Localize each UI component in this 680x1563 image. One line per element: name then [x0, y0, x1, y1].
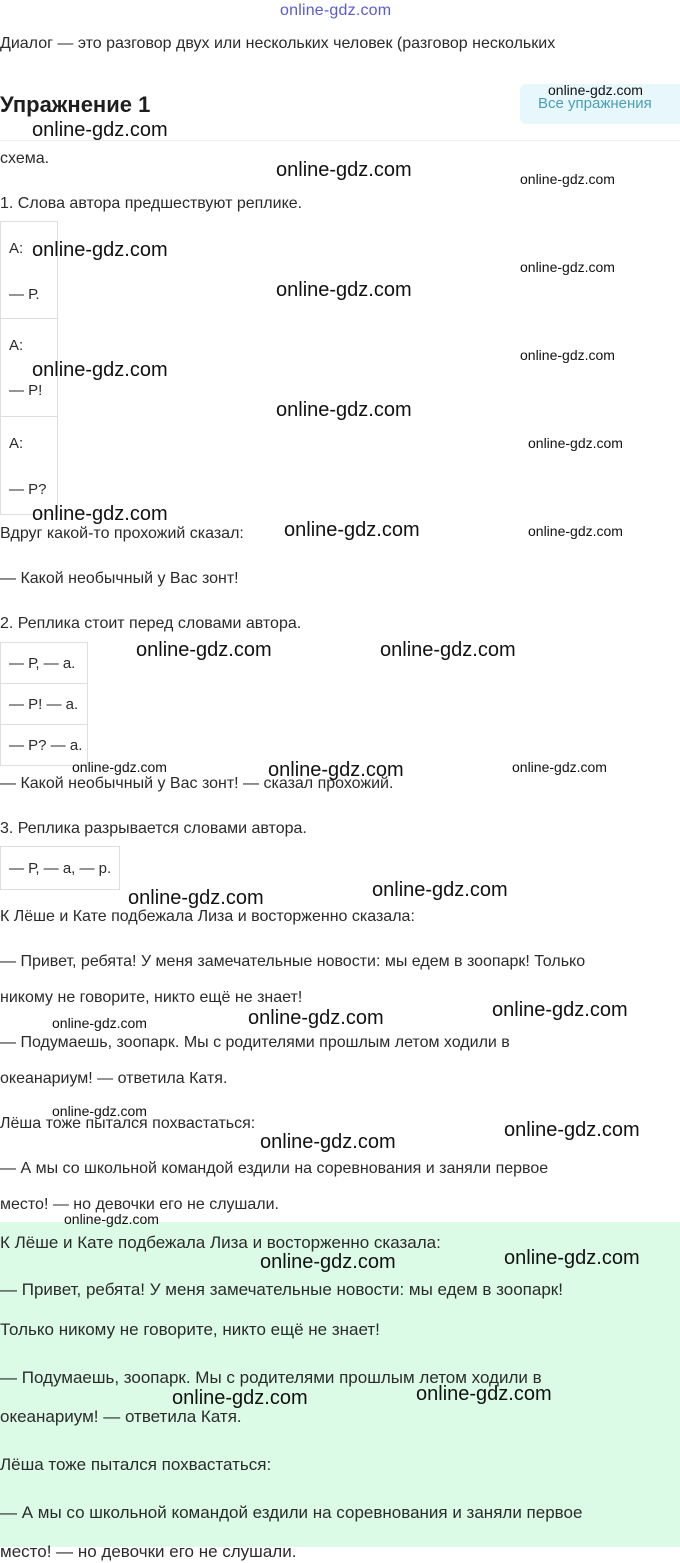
schema-cell — [0, 221, 58, 319]
schema-cell — [0, 724, 88, 766]
task-line: — Подумаешь, зоопарк. Мы с родителями прошлым летом ходили в — [0, 1034, 510, 1051]
schema-author: А: — [9, 337, 24, 354]
answer-line: океанариум! — ответила Катя. — [0, 1407, 242, 1426]
watermark: online-gdz.com — [504, 1247, 640, 1269]
watermark: online-gdz.com — [548, 82, 643, 98]
task-line: никому не говорите, никто ещё не знает! — [0, 989, 303, 1006]
answer-line: — Привет, ребята! У меня замечательные новости: мы едем в зоопарк! — [0, 1280, 563, 1299]
all-exercises-label: Все упражнения — [538, 95, 652, 112]
all-exercises-button[interactable] — [520, 84, 680, 124]
watermark: online-gdz.com — [380, 639, 516, 661]
task-line: океанариум! — ответила Катя. — [0, 1070, 228, 1087]
answer-line: — Подумаешь, зоопарк. Мы с родителями прошлым летом ходили в — [0, 1368, 542, 1387]
answer-line: — А мы со школьной командой ездили на соревнования и заняли первое — [0, 1503, 583, 1522]
watermark: online-gdz.com — [268, 759, 404, 781]
watermark: online-gdz.com — [172, 1387, 308, 1409]
schema-author: А: — [9, 435, 24, 452]
schema-formula: — Р! — а. — [9, 696, 79, 713]
watermark: online-gdz.com — [528, 435, 623, 451]
schema-cell — [0, 683, 88, 725]
watermark: online-gdz.com — [520, 259, 615, 275]
case2-heading: 2. Реплика стоит перед словами автора. — [0, 615, 302, 632]
schema-cell — [0, 846, 120, 890]
task-line: место! — но девочки его не слушали. — [0, 1196, 279, 1213]
answer-block — [0, 1222, 680, 1561]
intro-text: Диалог — это разговор двух или нескольких человек (разговор нескольких — [0, 35, 556, 52]
watermark: online-gdz.com — [52, 1015, 147, 1031]
watermark: online-gdz.com — [32, 359, 168, 381]
watermark: online-gdz.com — [32, 119, 168, 141]
case2-example-line: — Какой необычный у Вас зонт! — сказал прохожий. — [0, 775, 394, 792]
task-line: — Привет, ребята! У меня замечательные новости: мы едем в зоопарк! Только — [0, 953, 586, 970]
watermark: online-gdz.com — [512, 759, 607, 775]
schema-cell — [0, 318, 58, 417]
task-line: Лёша тоже пытался похвастаться: — [0, 1115, 256, 1132]
schema-cell — [0, 416, 58, 515]
schema-cell — [0, 642, 88, 684]
watermark: online-gdz.com — [284, 519, 420, 541]
watermark: online-gdz.com — [52, 1103, 147, 1119]
watermark: online-gdz.com — [276, 279, 412, 301]
watermark: online-gdz.com — [128, 887, 264, 909]
schema-formula: — Р, — а. — [9, 655, 76, 672]
case1-example-line: — Какой необычный у Вас зонт! — [0, 570, 239, 587]
watermark: online-gdz.com — [276, 159, 412, 181]
schema-label: схема. — [0, 150, 50, 167]
watermark: online-gdz.com — [260, 1131, 396, 1153]
watermark: online-gdz.com — [528, 523, 623, 539]
watermark: online-gdz.com — [72, 759, 167, 775]
task-line: К Лёше и Кате подбежала Лиза и восторженно сказала: — [0, 908, 415, 925]
answer-line: К Лёше и Кате подбежала Лиза и восторженно сказала: — [0, 1233, 441, 1252]
answer-line: Только никому не говорите, никто ещё не знает! — [0, 1320, 380, 1339]
watermark: online-gdz.com — [64, 1211, 159, 1227]
schema-formula: — Р? — а. — [9, 737, 83, 754]
watermark: online-gdz.com — [416, 1383, 552, 1405]
case1-heading: 1. Слова автора предшествуют реплике. — [0, 195, 303, 212]
watermark: online-gdz.com — [504, 1119, 640, 1141]
schema-formula: — Р, — а, — р. — [9, 860, 112, 877]
schema-replica: — Р? — [9, 481, 47, 498]
watermark: online-gdz.com — [372, 879, 508, 901]
exercise-title: Упражнение 1 — [0, 92, 151, 117]
watermark: online-gdz.com — [276, 399, 412, 421]
answer-line: место! — но девочки его не слушали. — [0, 1542, 297, 1561]
watermark: online-gdz.com — [520, 347, 615, 363]
watermark: online-gdz.com — [248, 1007, 384, 1029]
watermark: online-gdz.com — [492, 999, 628, 1021]
schema-replica: — Р. — [9, 286, 40, 303]
watermark: online-gdz.com — [260, 1251, 396, 1273]
schema-author: А: — [9, 240, 24, 257]
site-logo[interactable]: online-gdz.com — [280, 2, 392, 19]
watermark: online-gdz.com — [32, 503, 168, 525]
schema-replica: — Р! — [9, 382, 43, 399]
task-line: — А мы со школьной командой ездили на соревнования и заняли первое — [0, 1160, 549, 1177]
case3-heading: 3. Реплика разрывается словами автора. — [0, 820, 307, 837]
divider — [0, 140, 680, 141]
watermark: online-gdz.com — [32, 239, 168, 261]
watermark: online-gdz.com — [136, 639, 272, 661]
case1-example-author: Вдруг какой-то прохожий сказал: — [0, 525, 244, 542]
answer-line: Лёша тоже пытался похвастаться: — [0, 1455, 272, 1474]
watermark: online-gdz.com — [520, 171, 615, 187]
